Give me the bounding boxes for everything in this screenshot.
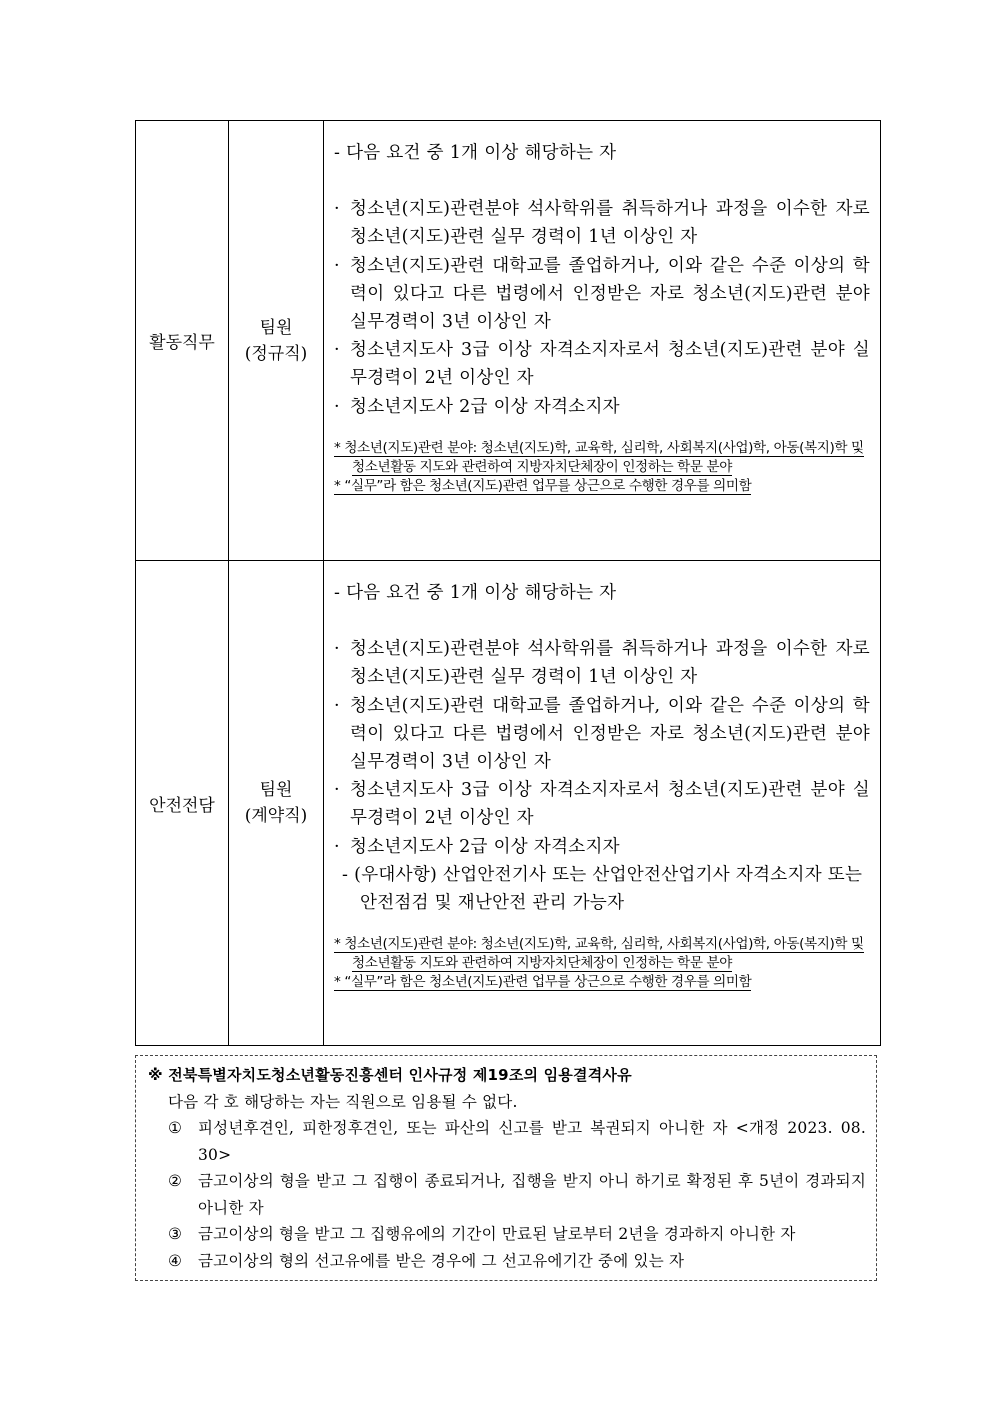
position-label: 팀원 (259, 317, 293, 338)
disqualification-box (135, 1055, 877, 1281)
preference-item: - (우대사항) 산업안전기사 또는 산업안전산업기사 자격소지자 또는 안전점검 및 재난안전 관리 가능자 (342, 864, 863, 914)
duty-label: 활동직무 (149, 333, 215, 353)
requirements-intro: - 다음 요건 중 1개 이상 해당하는 자 (334, 583, 617, 603)
table-row (136, 561, 881, 1046)
disqualification-item: ② 금고이상의 형을 받고 그 집행이 종료되거나, 집행을 받지 아니 하기로 확정된 후 5년이 경과되지 아니한 자 (168, 1172, 866, 1217)
duty-cell (136, 121, 229, 561)
disqualification-intro: 다음 각 호 해당하는 자는 직원으로 임용될 수 없다. (168, 1092, 518, 1111)
position-label: 팀원 (259, 780, 293, 800)
requirement-item: · 청소년지도사 3급 이상 자격소지자로서 청소년(지도)관련 분야 실무경력이 2년 이상인 자 (334, 340, 870, 389)
requirements-cell (324, 561, 881, 1046)
requirements-cell (324, 121, 881, 561)
note-practice-definition: * “실무”라 함은 청소년(지도)관련 업무를 상근으로 수행한 경우를 의미함 (334, 974, 752, 991)
position-cell (229, 561, 324, 1046)
disqualification-item: ① 피성년후견인, 피한정후견인, 또는 파산의 신고를 받고 복권되지 아니한 자 <개정 2023. 08. 30> (168, 1119, 866, 1164)
notes (334, 935, 870, 992)
requirement-item: · 청소년지도사 3급 이상 자격소지자로서 청소년(지도)관련 분야 실무경력이 2년 이상인 자 (334, 780, 870, 829)
employment-type: (정규직) (244, 343, 308, 364)
duty-label: 안전전담 (149, 795, 215, 816)
requirement-item: · 청소년지도사 2급 이상 자격소지자 (334, 396, 620, 417)
notes (334, 439, 870, 496)
note-field-definition: * 청소년(지도)관련 분야: 청소년(지도)학, 교육학, 심리학, 사회복지(사업)학, 아동(복지)학 및 청소년활동 지도와 관련하여 지방자치단체장이 인정하는 학문 분야 (334, 439, 864, 475)
requirement-item: · 청소년(지도)관련 대학교를 졸업하거나, 이와 같은 수준 이상의 학력이 있다고 다른 법령에서 인정받은 자로 청소년(지도)관련 분야 실무경력이 3년 이상인 자 (334, 695, 870, 773)
requirement-item: · 청소년(지도)관련분야 석사학위를 취득하거나 과정을 이수한 자로 청소년(지도)관련 실무 경력이 1년 이상인 자 (334, 199, 870, 248)
duty-cell (136, 561, 229, 1046)
requirement-item: · 청소년(지도)관련분야 석사학위를 취득하거나 과정을 이수한 자로 청소년(지도)관련 실무 경력이 1년 이상인 자 (334, 639, 870, 688)
employment-type: (계약직) (244, 806, 308, 826)
note-field-definition: * 청소년(지도)관련 분야: 청소년(지도)학, 교육학, 심리학, 사회복지(사업)학, 아동(복지)학 및 청소년활동 지도와 관련하여 지방자치단체장이 인정하는 학문 분야 (334, 936, 864, 972)
disqualification-item: ④ 금고이상의 형의 선고유에를 받은 경우에 그 선고유에기간 중에 있는 자 (168, 1251, 685, 1270)
position-cell (229, 121, 324, 561)
qualification-table (135, 120, 881, 1046)
note-practice-definition: * “실무”라 함은 청소년(지도)관련 업무를 상근으로 수행한 경우를 의미함 (334, 477, 752, 494)
requirement-item: · 청소년지도사 2급 이상 자격소지자 (334, 836, 620, 857)
requirement-item: · 청소년(지도)관련 대학교를 졸업하거나, 이와 같은 수준 이상의 학력이 있다고 다른 법령에서 인정받은 자로 청소년(지도)관련 분야 실무경력이 3년 이상인 자 (334, 255, 870, 333)
requirements-intro: - 다음 요건 중 1개 이상 해당하는 자 (334, 143, 617, 163)
disqualification-item: ③ 금고이상의 형을 받고 그 집행유에의 기간이 만료된 날로부터 2년을 경과하지 아니한 자 (168, 1225, 796, 1243)
table-row (136, 121, 881, 561)
disqualification-title: ※ 전북특별자치도청소년활동진흥센터 인사규정 제19조의 임용결격사유 (148, 1066, 632, 1084)
